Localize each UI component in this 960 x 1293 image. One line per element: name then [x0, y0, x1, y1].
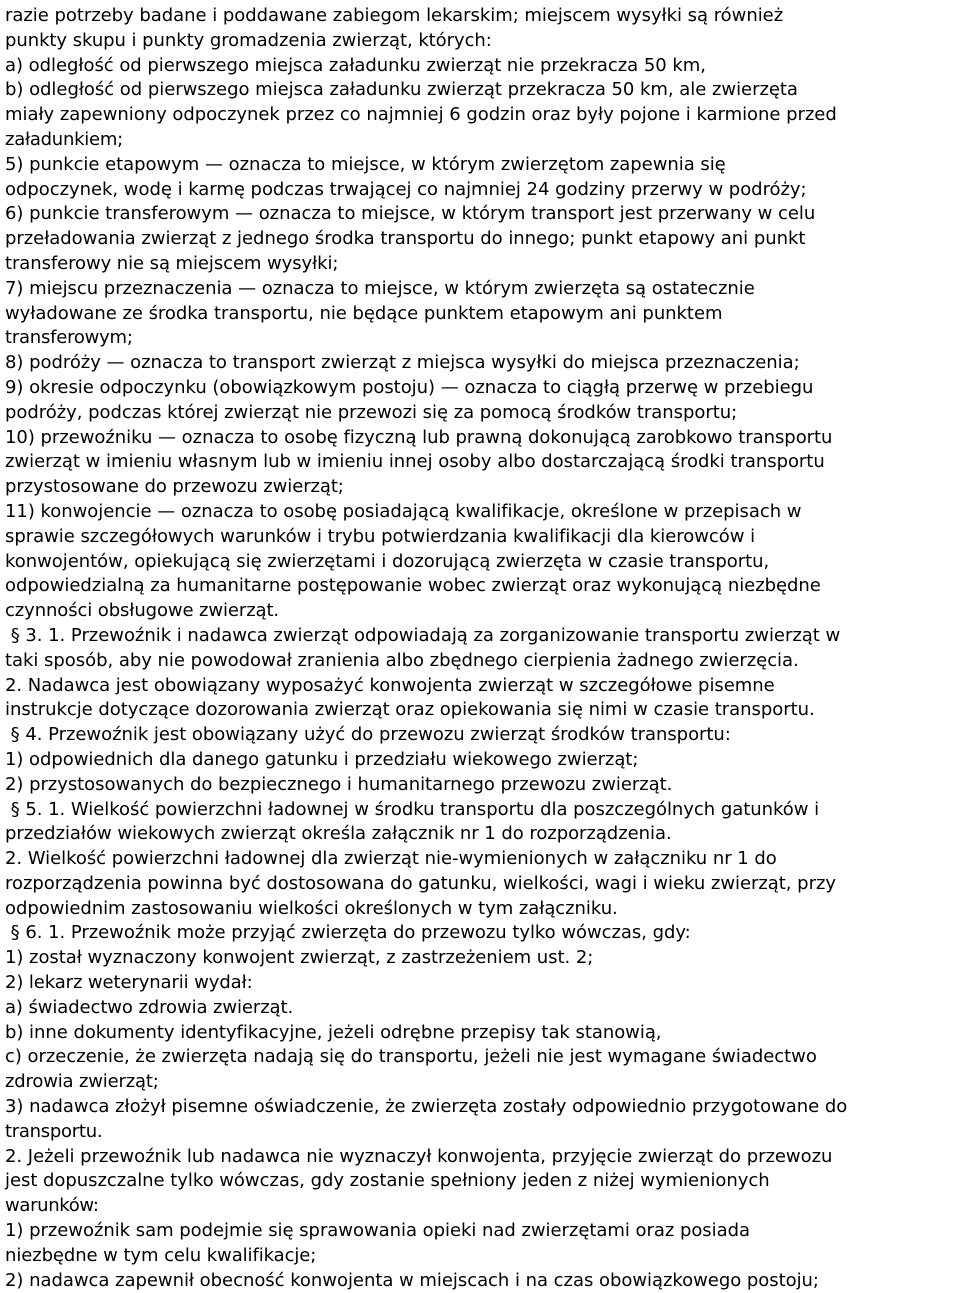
text-line: 1) został wyznaczony konwojent zwierząt, z zastrzeżeniem ust. 2; — [5, 947, 594, 969]
text-line: 5) punkcie etapowym — oznacza to miejsce, w którym zwierzętom zapewnia się — [5, 153, 726, 175]
text-line: a) odległość od pierwszego miejsca załadunku zwierząt nie przekracza 50 km, — [5, 54, 706, 76]
text-line: transferowym; — [5, 327, 133, 349]
text-line: 1) przewoźnik sam podejmie się sprawowania opieki nad zwierzętami oraz posiada — [5, 1220, 750, 1242]
text-line: jest dopuszczalne tylko wówczas, gdy zostanie spełniony jeden z niżej wymienionych — [5, 1170, 770, 1192]
text-line: 9) okresie odpoczynku (obowiązkowym postoju) — oznacza to ciągłą przerwę w przebiegu — [5, 376, 814, 398]
text-line: odpowiedzialną za humanitarne postępowanie wobec zwierząt oraz wykonującą niezbędne — [5, 575, 821, 597]
text-line: taki sposób, aby nie powodował zranienia albo zbędnego cierpienia żadnego zwierzęcia. — [5, 649, 799, 671]
text-line: § 4. Przewoźnik jest obowiązany użyć do przewozu zwierząt środków transportu: — [5, 724, 731, 746]
text-line: instrukcje dotyczące dozorowania zwierząt oraz opiekowania się nimi w czasie transportu. — [5, 699, 815, 721]
text-line: 2) lekarz weterynarii wydał: — [5, 972, 253, 994]
text-line: b) inne dokumenty identyfikacyjne, jeżeli odrębne przepisy tak stanowią, — [5, 1021, 662, 1043]
text-line: warunków: — [5, 1195, 99, 1217]
text-line: odpowiednim zastosowaniu wielkości określonych w tym załączniku. — [5, 897, 618, 919]
text-line: § 3. 1. Przewoźnik i nadawca zwierząt odpowiadają za zorganizowanie transportu zwierząt w — [5, 624, 841, 646]
text-line: zwierząt w imieniu własnym lub w imieniu innej osoby albo dostarczającą środki transportu — [5, 451, 825, 473]
text-line: 6) punkcie transferowym — oznacza to miejsce, w którym transport jest przerwany w celu — [5, 203, 816, 225]
text-line: transportu. — [5, 1120, 103, 1142]
text-line: § 6. 1. Przewoźnik może przyjąć zwierzęta do przewozu tylko wówczas, gdy: — [5, 922, 691, 944]
text-line: 11) konwojencie — oznacza to osobę posiadającą kwalifikacje, określone w przepisach w — [5, 500, 802, 522]
text-line: przedziałów wiekowych zwierząt określa załącznik nr 1 do rozporządzenia. — [5, 823, 672, 845]
text-line: 1) odpowiednich dla danego gatunku i przedziału wiekowego zwierząt; — [5, 748, 639, 770]
text-line: 2) nadawca zapewnił obecność konwojenta w miejscach i na czas obowiązkowego postoju; — [5, 1269, 819, 1291]
text-line: c) orzeczenie, że zwierzęta nadają się do transportu, jeżeli nie jest wymagane świadectwo — [5, 1046, 817, 1068]
text-line: razie potrzeby badane i poddawane zabiegom lekarskim; miejscem wysyłki są również — [5, 5, 784, 26]
text-line: § 5. 1. Wielkość powierzchni ładownej w środku transportu dla poszczególnych gatunków i — [5, 798, 820, 820]
text-line: 2. Wielkość powierzchni ładownej dla zwierząt nie-wymienionych w załączniku nr 1 do — [5, 848, 777, 870]
text-line: sprawie szczegółowych warunków i trybu potwierdzania kwalifikacji dla kierowców i — [5, 525, 756, 547]
text-line: transferowy nie są miejscem wysyłki; — [5, 252, 339, 274]
text-line: czynności obsługowe zwierząt. — [5, 600, 280, 622]
text-line: odpoczynek, wodę i karmę podczas trwającej co najmniej 24 godziny przerwy w podróży; — [5, 178, 807, 200]
text-line: miały zapewniony odpoczynek przez co najmniej 6 godzin oraz były pojone i karmione przed — [5, 104, 837, 126]
text-line: przeładowania zwierząt z jednego środka transportu do innego; punkt etapowy ani punkt — [5, 228, 806, 250]
text-line: 2. Nadawca jest obowiązany wyposażyć konwojenta zwierząt w szczegółowe pisemne — [5, 674, 775, 696]
text-line: a) świadectwo zdrowia zwierząt. — [5, 996, 294, 1018]
text-line: podróży, podczas której zwierząt nie przewozi się za pomocą środków transportu; — [5, 401, 738, 423]
text-line: niezbędne w tym celu kwalifikacje; — [5, 1244, 317, 1266]
text-line: 3) nadawca złożył pisemne oświadczenie, że zwierzęta zostały odpowiednio przygotowane do — [5, 1096, 848, 1118]
text-line: przystosowane do przewozu zwierząt; — [5, 476, 344, 498]
text-line: 2) przystosowanych do bezpiecznego i humanitarnego przewozu zwierząt. — [5, 773, 673, 795]
text-line: b) odległość od pierwszego miejsca załadunku zwierząt przekracza 50 km, ale zwierzęta — [5, 79, 798, 101]
text-line: 10) przewoźniku — oznacza to osobę fizyczną lub prawną dokonującą zarobkowo transportu — [5, 426, 833, 448]
text-line: konwojentów, opiekującą się zwierzętami i dozorującą zwierzęta w czasie transportu, — [5, 550, 770, 572]
document-body — [5, 4, 960, 1293]
text-line: 2. Jeżeli przewoźnik lub nadawca nie wyznaczył konwojenta, przyjęcie zwierząt do przewozu — [5, 1145, 833, 1167]
text-line: punkty skupu i punkty gromadzenia zwierząt, których: — [5, 29, 492, 51]
text-line: 8) podróży — oznacza to transport zwierząt z miejsca wysyłki do miejsca przeznaczenia; — [5, 352, 800, 374]
text-line: załadunkiem; — [5, 128, 123, 150]
text-line: zdrowia zwierząt; — [5, 1071, 159, 1093]
text-line: wyładowane ze środka transportu, nie będące punktem etapowym ani punktem — [5, 302, 723, 324]
text-line: rozporządzenia powinna być dostosowana do gatunku, wielkości, wagi i wieku zwierząt, przy — [5, 872, 836, 894]
text-line: 7) miejscu przeznaczenia — oznacza to miejsce, w którym zwierzęta są ostatecznie — [5, 277, 755, 299]
